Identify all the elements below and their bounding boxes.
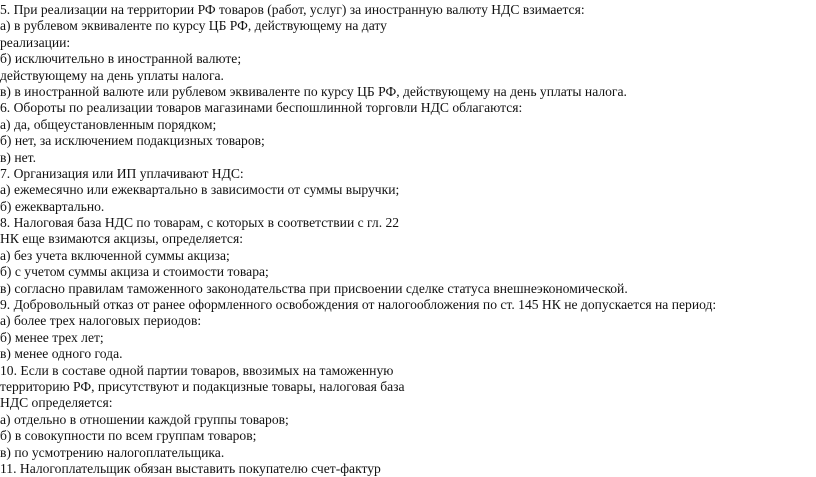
question-9-option-c: в) менее одного года.	[0, 346, 123, 362]
question-7-text: 7. Организация или ИП уплачивают НДС:	[0, 165, 244, 181]
question-6-text: 6. Обороты по реализации товаров магазинами беспошлинной торговли НДС облагаются:	[0, 100, 523, 116]
question-8-text: 8. Налоговая база НДС по товарам, с которых в соответствии с гл. 22	[0, 215, 400, 231]
question-8-option-b: б) с учетом суммы акциза и стоимости товара;	[0, 264, 269, 280]
question-10-text-cont: территорию РФ, присутствуют и подакцизные товары, налоговая база	[0, 378, 405, 394]
question-10-option-c: в) по усмотрению налогоплательщика.	[0, 444, 225, 460]
question-6-option-b: б) нет, за исключением подакцизных товаров;	[0, 133, 265, 149]
question-10-text-cont-2: НДС определяется:	[0, 395, 113, 411]
question-9-option-a: а) более трех налоговых периодов:	[0, 313, 202, 329]
question-7-option-a: а) ежемесячно или ежеквартально в зависимости от суммы выручки;	[0, 182, 400, 198]
question-5-option-c: в) в иностранной валюте или рублевом эквиваленте по курсу ЦБ РФ, действующему на день уплаты налога.	[0, 83, 627, 99]
question-10-text: 10. Если в составе одной партии товаров, ввозимых на таможенную	[0, 362, 394, 378]
question-9-option-b: б) менее трех лет;	[0, 329, 104, 345]
question-5-option-a-cont: реализации:	[0, 34, 71, 50]
question-9-text: 9. Добровольный отказ от ранее оформленного освобождения от налогообложения по ст. 145 НК не допускается на период:	[0, 297, 717, 313]
question-10-option-b: б) в совокупности по всем группам товаров;	[0, 428, 257, 444]
question-6-option-a: а) да, общеустановленным порядком;	[0, 116, 217, 132]
question-11-text: 11. Налогоплательщик обязан выставить покупателю счет-фактур	[0, 460, 381, 476]
question-8-option-c: в) согласно правилам таможенного законодательства при присвоении сделке статуса внешнеэкономической.	[0, 280, 628, 296]
question-5-text: 5. При реализации на территории РФ товаров (работ, услуг) за иностранную валюту НДС взимается:	[0, 2, 585, 17]
question-8-option-a: а) без учета включенной суммы акциза;	[0, 247, 230, 263]
question-5-option-b-cont: действующему на день уплаты налога.	[0, 67, 224, 83]
question-8-text-cont: НК еще взимаются акцизы, определяется:	[0, 231, 243, 247]
question-10-option-a: а) отдельно в отношении каждой группы товаров;	[0, 411, 289, 427]
document-body	[0, 2, 816, 477]
question-7-option-b: б) ежеквартально.	[0, 198, 105, 214]
question-5-option-a: а) в рублевом эквиваленте по курсу ЦБ РФ, действующему на дату	[0, 18, 387, 34]
question-5-option-b: б) исключительно в иностранной валюте;	[0, 51, 242, 67]
question-6-option-c: в) нет.	[0, 149, 36, 165]
